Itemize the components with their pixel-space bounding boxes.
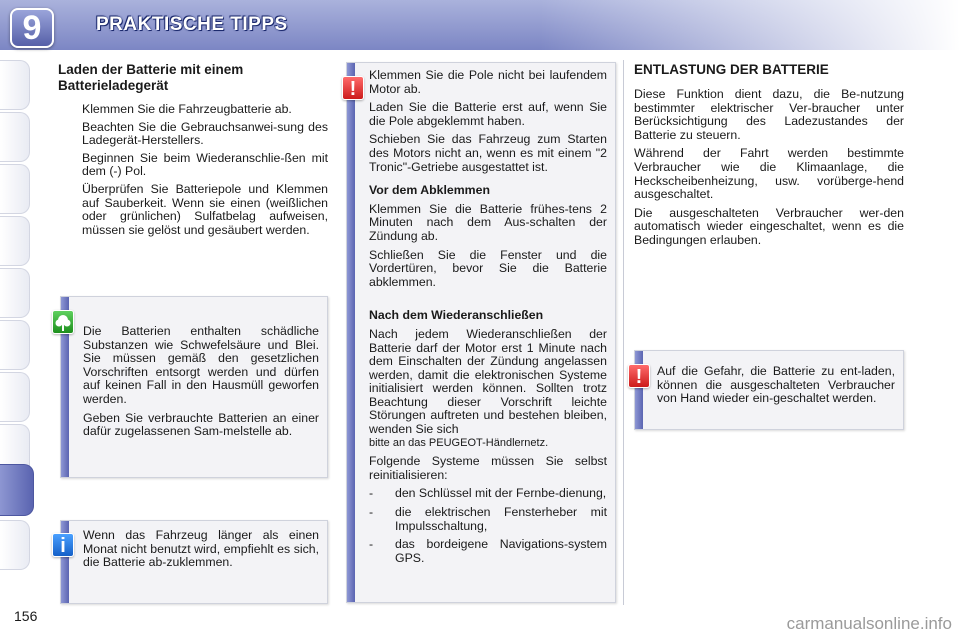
chapter-tab[interactable] (0, 268, 30, 318)
chapter-tab[interactable] (0, 320, 30, 370)
heading-before-disconnect: Vor dem Abklemmen (369, 183, 490, 198)
warning-icon: ! (628, 364, 650, 388)
environment-note-text: Geben Sie verbrauchte Batterien an einer dafür zugelassenen Sam-melstelle ab. (83, 410, 319, 439)
list-item: Überprüfen Sie Batteriepole und Klemmen auf Sauberkeit. Wenn sie einen (weißlichen oder grünlichen) Sulfatbelag aufweisen, müssen sie gelöst und gesäubert werden. (82, 181, 328, 237)
chapter-tab[interactable] (0, 372, 30, 422)
load-shedding-text: Diese Funktion dient dazu, die Be-nutzung bestimmter elektrischer Ver-braucher unter Berücksichtigung des Ladezustandes der Batterie zu steuern. Während der Fahrt werden bestimmte Verbraucher wie die Klimaanlage, die Heckscheibenheizung, usw. vorüberge-hend ausgeschaltet. Die ausgeschalteten Verbraucher wer-den automatisch wieder eingeschaltet, wenn es die Bedingungen erlauben. (634, 87, 904, 247)
info-note-text: Wenn das Fahrzeug länger als einen Monat nicht benutzt wird, empfiehlt es sich, die Batterie ab-zuklemmen. (83, 528, 319, 570)
chapter-tab-active[interactable] (0, 464, 34, 516)
chapter-tab[interactable] (0, 112, 30, 162)
environment-note-text: Die Batterien enthalten schädliche Substanzen wie Schwefelsäure und Blei. Sie müssen gemäß den gesetzlichen Vorschriften entsorgt werden und dürfen auf keinen Fall in den Hausmüll geworfen werden. (83, 324, 319, 406)
column-divider (623, 60, 624, 605)
chapter-tab[interactable] (0, 520, 30, 570)
section-title-load-shedding: ENTLASTUNG DER BATTERIE (634, 62, 829, 77)
info-icon: i (52, 533, 74, 557)
list-item: Beachten Sie die Gebrauchsanwei-sung des Ladegerät-Herstellers. (82, 119, 328, 148)
watermark: carmanualsonline.info (786, 614, 952, 633)
charging-steps-list (58, 103, 328, 241)
chapter-title: PRAKTISCHE TIPPS (96, 14, 288, 35)
chapter-tab[interactable] (0, 60, 30, 110)
page-number: 156 (14, 608, 38, 624)
reinitialize-systems-list (369, 487, 607, 565)
list-item: Beginnen Sie beim Wiederanschlie-ßen mit dem (-) Pol. (82, 150, 328, 179)
info-note-box (60, 520, 328, 604)
list-item: Klemmen Sie die Fahrzeugbatterie ab. (82, 102, 292, 116)
warning-box-main: Klemmen Sie die Pole nicht bei laufendem Motor ab. Laden Sie die Batterie erst auf, wenn Sie die Pole abgeklemmt haben. Schieben Sie das Fahrzeug zum Starten des Motors nicht an, wenn es mit einem "2 Tronic"-Getriebe ausgestattet ist. Vor dem Abklemmen Klemmen Sie die Batterie frühes-tens 2 Minuten nach dem Aus-schalten der Zündung ab. Schließen Sie die Fenster und die Vordertüren, bevor Sie die Batterie abklemmen. Nach dem Wiederanschließen Nach jedem Wiederanschließen der Batterie darf der Motor erst 1 Minute nach dem Einschalten der Zündung angelassen werden, damit die elektronischen Systeme initialisiert werden können. Sollten trotz Beachtung dieser Vorschrift leichte Störungen auftreten und bestehen bleiben, wenden Sie sich bitte an das PEUGEOT-Händlernetz. Folgende Systeme müssen Sie selbst reinitialisieren: - den Schlüssel mit der Fernbe-dienung, - die elektrischen Fensterheber mit Impulsschaltung, - das bordeigene Navigations-system GPS. (346, 62, 616, 603)
warning-note-text: Auf die Gefahr, die Batterie zu ent-laden, können die ausgeschalteten Verbraucher von Hand wieder ein-geschaltet werden. (657, 364, 895, 406)
tree-icon (52, 310, 74, 334)
chapter-tab[interactable] (0, 164, 30, 214)
list-item: - den Schlüssel mit der Fernbe-dienung, (369, 486, 607, 501)
list-item: - die elektrischen Fensterheber mit Impulsschaltung, (369, 505, 607, 533)
heading-after-reconnect: Nach dem Wiederanschließen (369, 308, 544, 323)
warning-box-load-shedding (634, 350, 904, 430)
environment-note-box (60, 296, 328, 478)
chapter-tab[interactable] (0, 216, 30, 266)
section-title-charging: Laden der Batterie mit einem Batterieladegerät (58, 62, 244, 93)
chapter-number-badge: 9 (10, 8, 54, 48)
list-item: - das bordeigene Navigations-system GPS. (369, 537, 607, 565)
warning-icon: ! (342, 76, 364, 100)
